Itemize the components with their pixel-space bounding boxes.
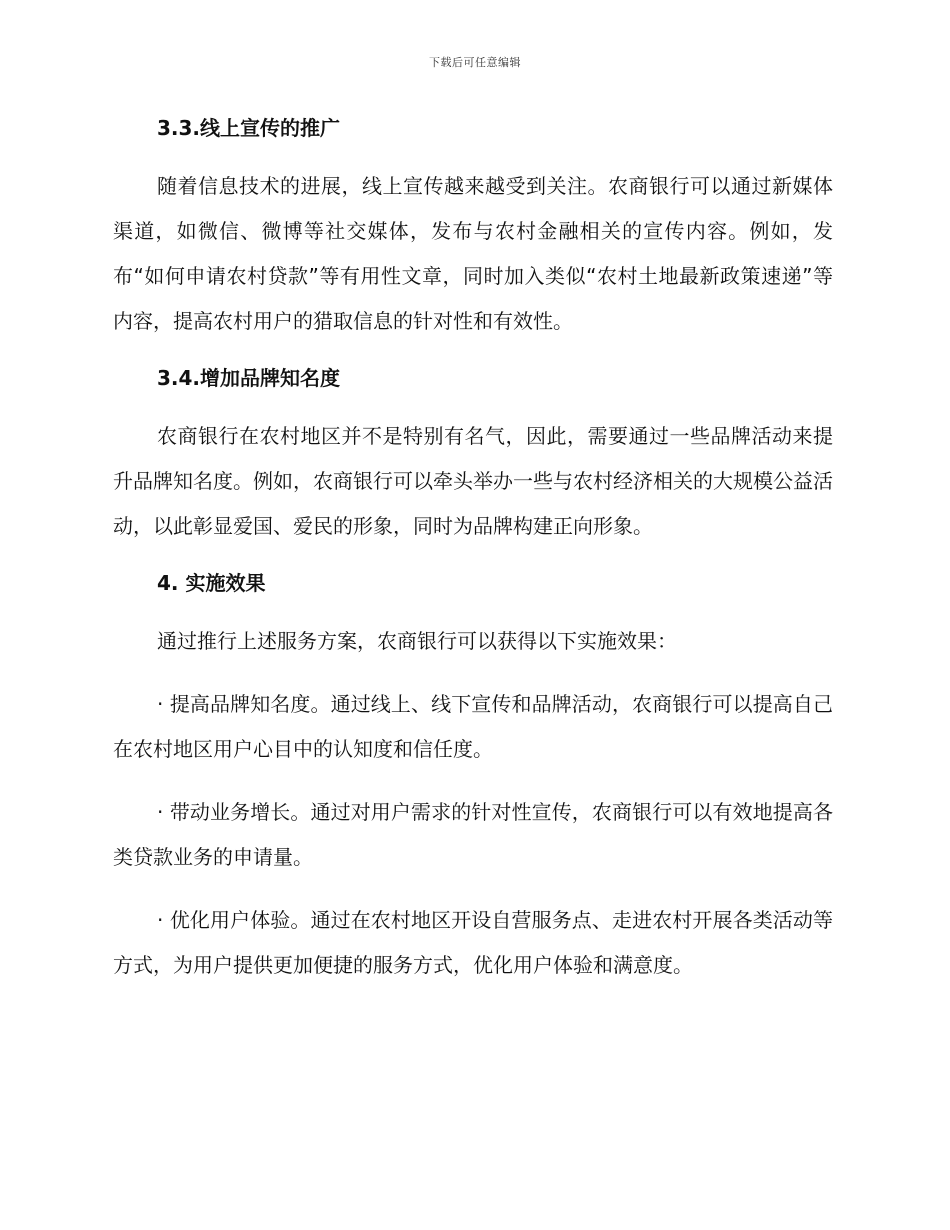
document-body <box>113 112 833 1006</box>
section-heading-3-4: 3.4.增加品牌知名度 <box>157 366 341 390</box>
section-intro-4: 通过推行上述服务方案，农商银行可以获得以下实施效果： <box>157 629 677 653</box>
section-paragraph-3-4: 农商银行在农村地区并不是特别有名气，因此，需要通过一些品牌活动来提升品牌知名度。例如，农商银行可以牵头举办一些与农村经济相关的大规模公益活动，以此彰显爱国、爱民的形象，同时为品牌构建正向形象。 <box>113 424 833 538</box>
section-heading-3-3: 3.3.线上宣传的推广 <box>157 116 341 140</box>
bullet-item: · 带动业务增长。通过对用户需求的针对性宣传，农商银行可以有效地提高各类贷款业务的申请量。 <box>113 800 833 869</box>
section-heading-4: 4. 实施效果 <box>157 571 266 595</box>
bullet-item: · 提高品牌知名度。通过线上、线下宣传和品牌活动，农商银行可以提高自己在农村地区用户心目中的认知度和信任度。 <box>113 692 833 761</box>
bullet-item: · 优化用户体验。通过在农村地区开设自营服务点、走进农村开展各类活动等方式，为用户提供更加便捷的服务方式，优化用户体验和满意度。 <box>113 908 833 977</box>
section-paragraph-3-3: 随着信息技术的进展，线上宣传越来越受到关注。农商银行可以通过新媒体渠道，如微信、微博等社交媒体，发布与农村金融相关的宣传内容。例如，发布“如何申请农村贷款”等有用性文章，同时加入类似“农村土地最新政策速递”等内容，提高农村用户的猎取信息的针对性和有效性。 <box>113 174 833 333</box>
running-header: 下载后可任意编辑 <box>429 56 521 69</box>
